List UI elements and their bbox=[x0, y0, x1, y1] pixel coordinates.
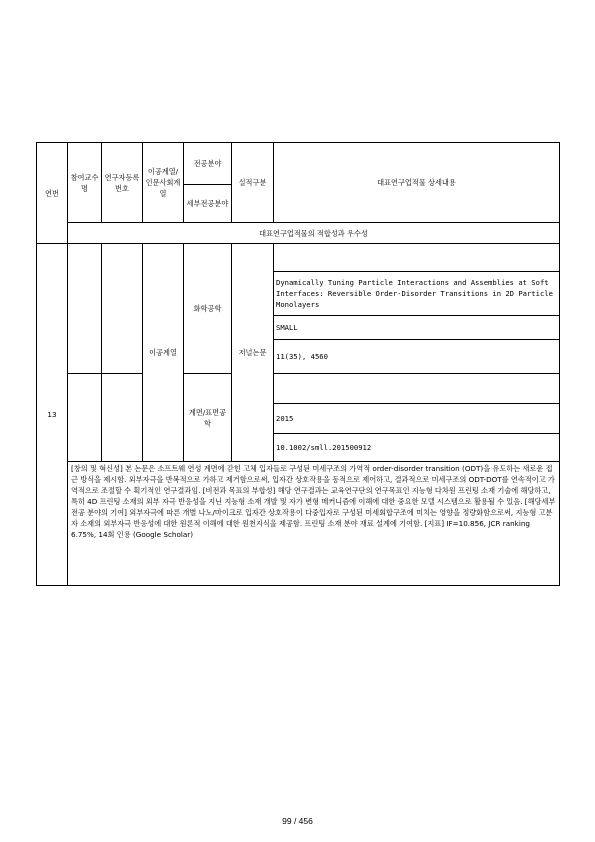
header-participant: 참여교수명 bbox=[68, 143, 102, 223]
header-detail: 대표연구업적물 상세내용 bbox=[274, 143, 560, 223]
record-year: 2015 bbox=[274, 404, 560, 434]
record-title: Dynamically Tuning Particle Interactions and Assemblies at Soft Interfaces: Reversible Order-Disorder Transitions in 2D Particle Monolayers bbox=[274, 272, 560, 316]
record-doi: 10.1002/smll.201500912 bbox=[274, 434, 560, 462]
header-major-field: 전공분야 bbox=[184, 143, 232, 185]
researcher-id-cell bbox=[102, 244, 143, 374]
header-field-group: 이공계열/인문사회계열 bbox=[143, 143, 184, 223]
participant-cell bbox=[68, 244, 102, 374]
researcher-id-cell-lower bbox=[102, 374, 143, 462]
record-sub-field: 계면/표면공학 bbox=[184, 374, 232, 462]
participant-cell-lower bbox=[68, 374, 102, 462]
record-number: 13 bbox=[37, 244, 68, 586]
blank-cell bbox=[274, 244, 560, 272]
header-researcher-id: 연구자등록번호 bbox=[102, 143, 143, 223]
record-performance-type: 저널논문 bbox=[232, 244, 274, 462]
research-record-table bbox=[36, 142, 560, 586]
record-field-group: 이공계열 bbox=[143, 244, 184, 462]
record-volume: 11(35), 4560 bbox=[274, 340, 560, 374]
header-sub-field: 세부전공분야 bbox=[184, 185, 232, 223]
record-journal: SMALL bbox=[274, 316, 560, 340]
blank-cell-2 bbox=[274, 374, 560, 404]
record-description: [창의 및 혁신성] 본 논문은 소프트웨 연성 계면에 갇힌 고체 입자들로 구성된 미세구조의 가역적 order-disorder transition (ODT)을 유도하는 새로운 접근 방식을 제시함. 외부자극을 반복적으로 가하고 제거함으로써, 입자간 상호작용을 동적으로 제어하고, 결과적으로 미세구조의 ODT-DOT를 연속적이고 가역적으로 조절할 수 획기적인 연구결과임. [비전과 목표의 부합성] 해당 연구결과는 교육연구단의 연구목표인 지능형 다차원 프린팅 소재 기술에 해당하고, 특히 4D 프린팅 소재의 외부 자극 반응성을 지닌 지능형 소재 개발 및 자가 변형 메커니즘에 이해에 대한 중요한 모델 시스템으로 활용될 수 있음. [해당세부전공 분야의 기여] 외부자극에 따른 개별 나노/마이크로 입자간 상호작용이 다중입자로 구성된 미세회합구조에 미치는 영향을 정량화함으로써, 지능형 고분자 소재의 외부자극 반응성에 대한 원론적 이해에 대한 원천지식을 제공함. 프린팅 소재 분야 재료 설계에 기여함. [지표] IF=10.856, JCR ranking 6.75%, 14회 인용 (Google Scholar) bbox=[68, 462, 560, 586]
page-number: 99 / 456 bbox=[282, 816, 313, 826]
record-major-field: 화학공학 bbox=[184, 244, 232, 374]
header-year-no: 연번 bbox=[37, 143, 68, 244]
header-suitability: 대표연구업적물의 적합성과 우수성 bbox=[68, 223, 560, 244]
header-performance-type: 실적구분 bbox=[232, 143, 274, 223]
